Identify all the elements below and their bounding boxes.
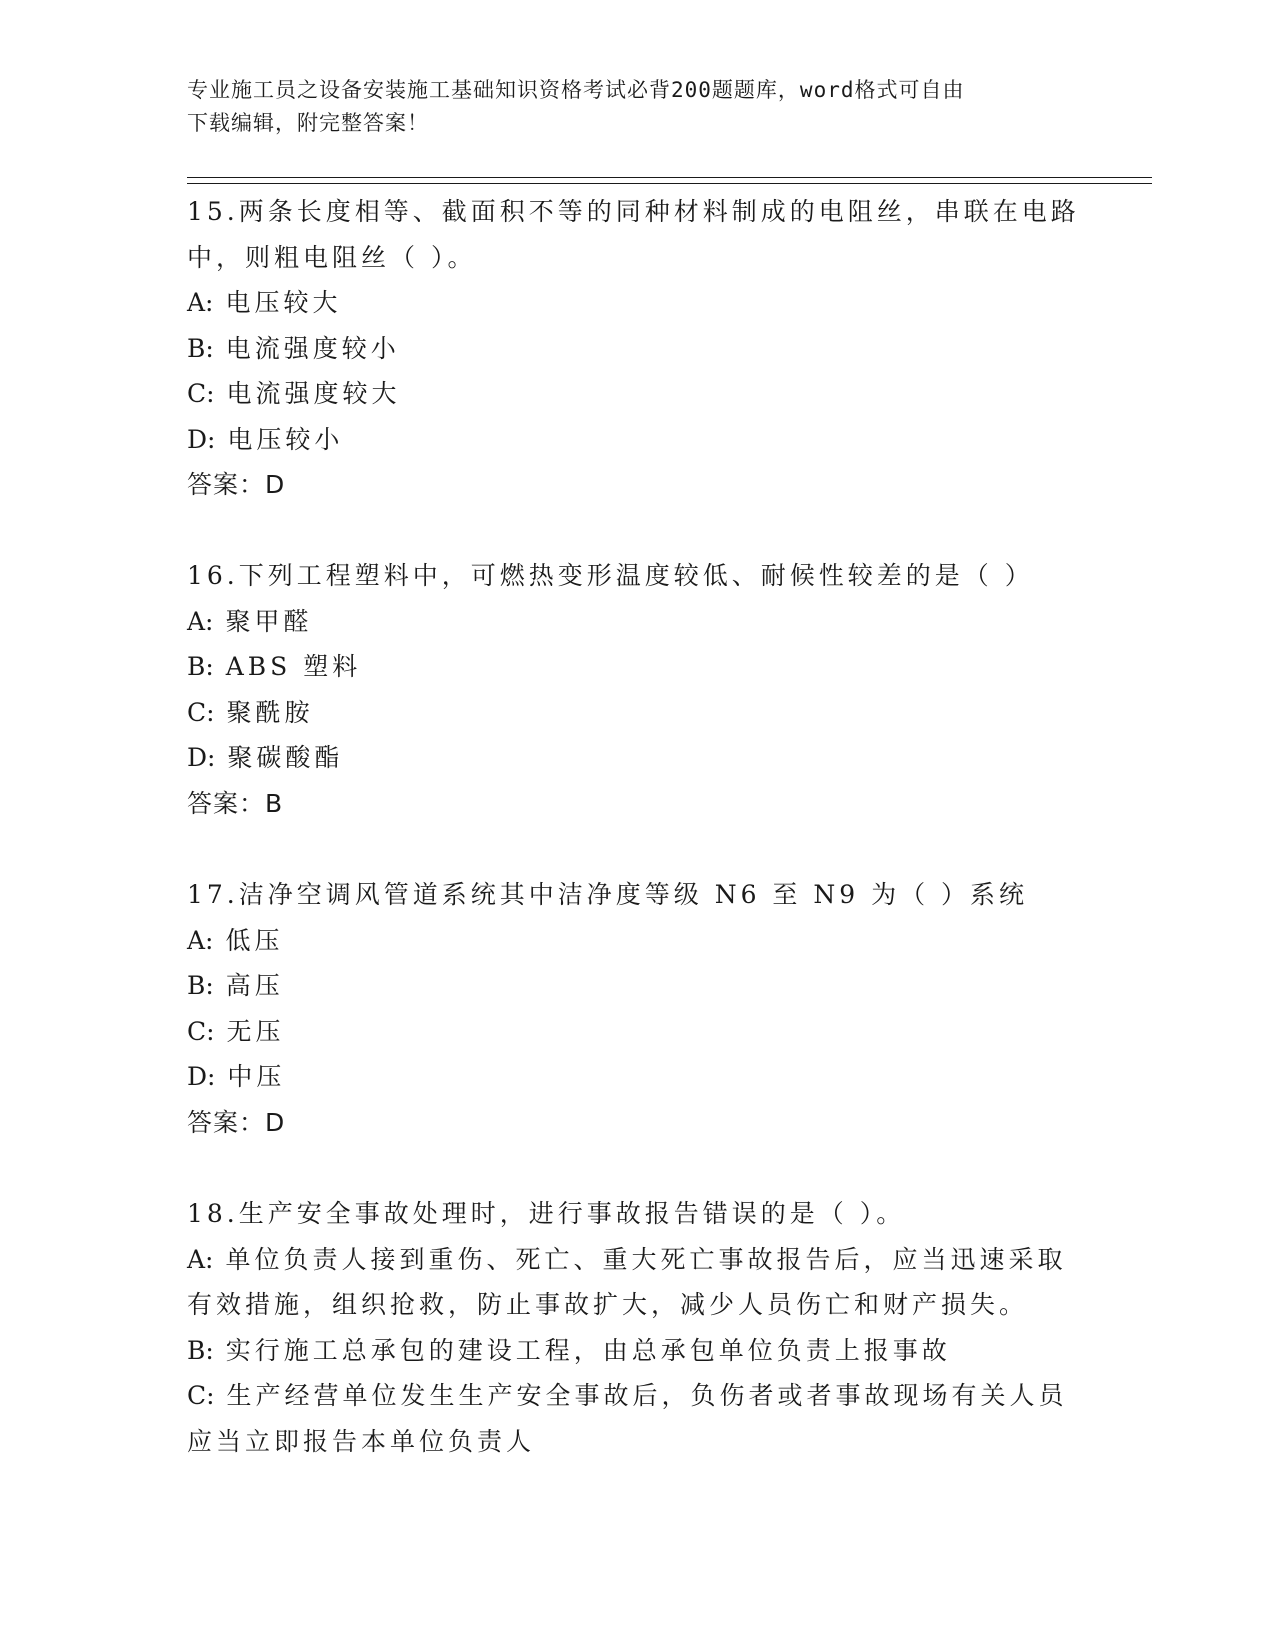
option-text: 生产经营单位发生生产安全事故后，负伤者或者事故现场有关人员 xyxy=(226,1381,1068,1410)
question-15-option-b xyxy=(187,326,1087,372)
option-label: D: xyxy=(187,424,216,454)
option-label: D: xyxy=(187,1062,216,1091)
question-17-text: 17.洁净空调风管道系统其中洁净度等级 N6 至 N9 为（ ）系统 xyxy=(187,880,1029,909)
option-label: A: xyxy=(187,1244,214,1274)
header-divider-bottom xyxy=(187,183,1152,184)
question-15-option-c xyxy=(187,371,1087,417)
option-label: B: xyxy=(187,1335,214,1365)
question-15 xyxy=(187,189,1087,507)
option-label: B: xyxy=(187,333,214,363)
option-label: C: xyxy=(187,379,215,408)
option-text: 无压 xyxy=(226,1016,285,1046)
option-label: C: xyxy=(187,697,215,727)
question-17-option-b xyxy=(187,963,1087,1009)
question-17-option-d xyxy=(187,1054,1087,1100)
header-line-1: 专业施工员之设备安装施工基础知识资格考试必背200题题库，word格式可自由 xyxy=(187,78,965,102)
question-15-text-line-2: 中，则粗电阻丝（ ）。 xyxy=(187,242,477,272)
option-text: 聚碳酸酯 xyxy=(227,743,344,772)
document-header xyxy=(187,74,1067,140)
question-15-text-line-1: 15.两条长度相等、截面积不等的同种材料制成的电阻丝，串联在电路 xyxy=(187,197,1080,226)
question-18-option-a-line-2: 有效措施，组织抢救，防止事故扩大，减少人员伤亡和财产损失。 xyxy=(187,1290,1029,1319)
question-18-option-c-line-1 xyxy=(187,1373,1087,1419)
question-17 xyxy=(187,872,1087,1145)
option-text: 中压 xyxy=(227,1062,286,1091)
option-label: B: xyxy=(187,652,214,681)
question-18-text: 18.生产安全事故处理时，进行事故报告错误的是（ ）。 xyxy=(187,1199,906,1228)
option-label: A: xyxy=(187,925,214,955)
option-text: 聚甲醛 xyxy=(225,606,313,636)
option-text: 低压 xyxy=(225,925,284,955)
option-label: A: xyxy=(187,606,214,636)
option-text: 高压 xyxy=(225,971,284,1000)
question-15-answer: 答案：D xyxy=(187,470,286,499)
option-text: 电流强度较大 xyxy=(226,379,401,408)
option-label: A: xyxy=(187,288,214,317)
question-16-option-c xyxy=(187,690,1087,736)
header-divider-top xyxy=(187,177,1152,178)
question-15-option-d xyxy=(187,417,1087,463)
header-line-2: 下载编辑，附完整答案！ xyxy=(187,111,429,135)
option-text: 电流强度较小 xyxy=(225,333,400,363)
question-17-option-a xyxy=(187,918,1087,964)
question-17-option-c xyxy=(187,1009,1087,1055)
question-16-option-d xyxy=(187,735,1087,781)
option-label: B: xyxy=(187,971,214,1000)
option-label: D: xyxy=(187,743,216,772)
question-18-option-a-line-1 xyxy=(187,1237,1087,1283)
option-text: 电压较小 xyxy=(227,424,344,454)
question-16 xyxy=(187,553,1087,826)
option-text: ABS 塑料 xyxy=(225,652,362,681)
question-16-option-b xyxy=(187,644,1087,690)
option-text: 实行施工总承包的建设工程，由总承包单位负责上报事故 xyxy=(225,1335,951,1365)
option-label: C: xyxy=(187,1016,215,1046)
option-text: 电压较大 xyxy=(225,288,342,317)
question-16-answer: 答案：B xyxy=(187,788,284,818)
question-15-option-a xyxy=(187,280,1087,326)
question-18-option-c-line-2: 应当立即报告本单位负责人 xyxy=(187,1426,536,1456)
question-18-option-b xyxy=(187,1328,1087,1374)
option-label: C: xyxy=(187,1381,215,1410)
question-16-text: 16.下列工程塑料中，可燃热变形温度较低、耐候性较差的是（ ） xyxy=(187,561,1034,590)
option-text: 单位负责人接到重伤、死亡、重大死亡事故报告后，应当迅速采取 xyxy=(225,1244,1067,1274)
option-text: 聚酰胺 xyxy=(226,697,314,727)
question-16-option-a xyxy=(187,599,1087,645)
question-18 xyxy=(187,1191,1087,1464)
question-17-answer: 答案：D xyxy=(187,1107,286,1137)
